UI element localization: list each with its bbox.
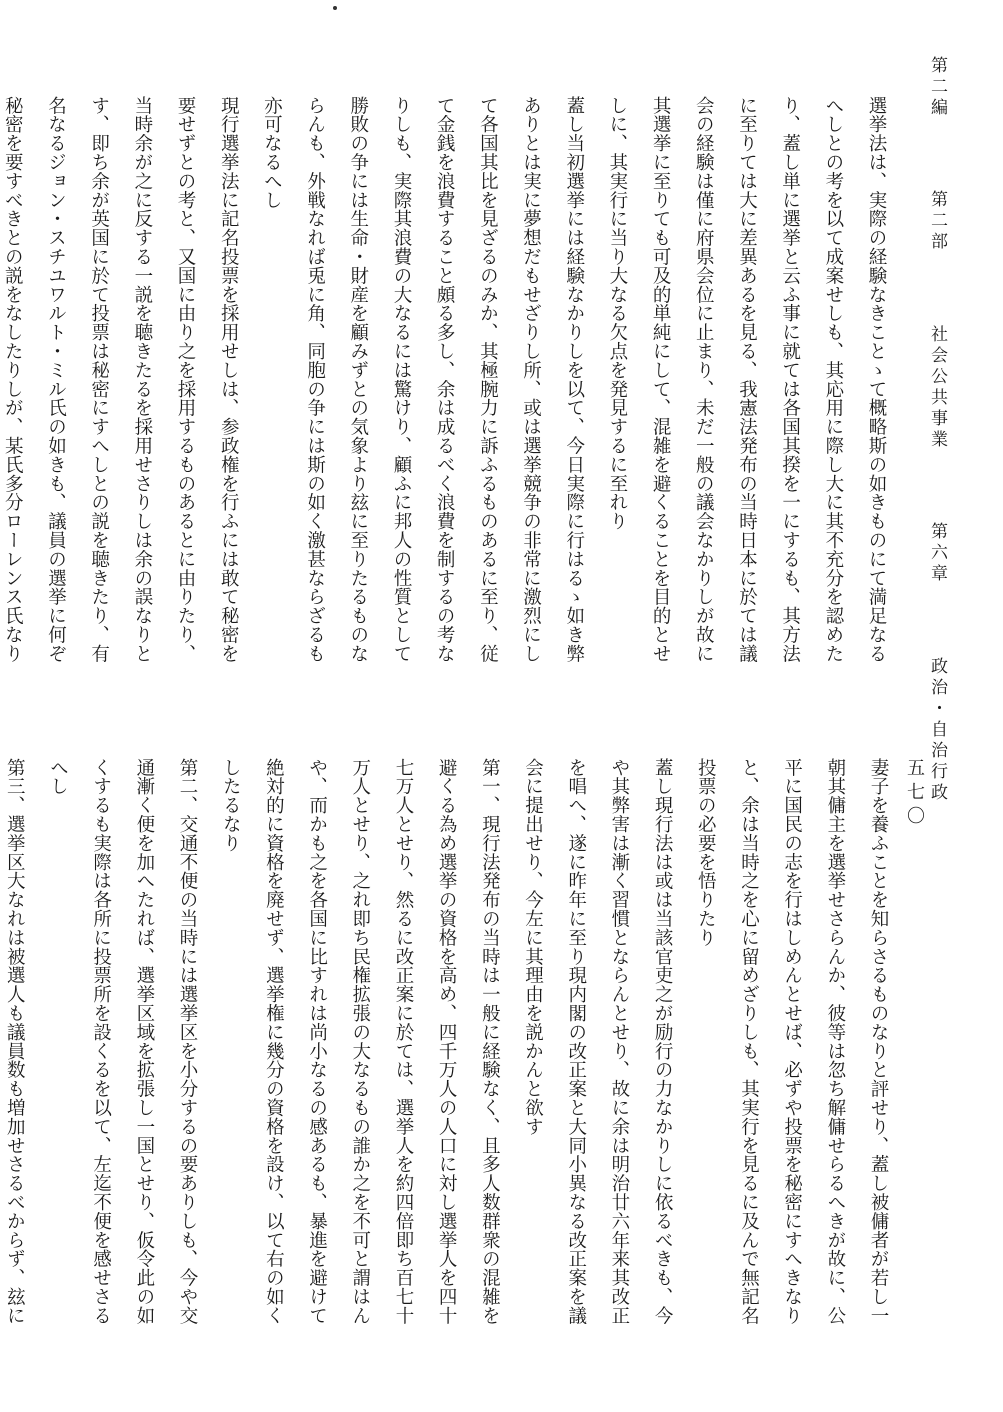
text-line: 妻子を養ふことを知らさるものなりと評せり、蓋し被傭者が若し一 bbox=[868, 758, 889, 1325]
text-line: 秘密を要すべきとの説をなしたりしが、某氏多分ローレンス氏なり bbox=[2, 96, 24, 663]
text-line: 朝其傭主を選挙せさらんか、彼等は忽ち解傭せらるへきが故に、公 bbox=[824, 758, 846, 1325]
text-line: 第一、現行法発布の当時は一般に経験なく、且多人数群衆の混雑を bbox=[479, 758, 501, 1325]
text-line: 蓋し現行法は或は当該官吏之が励行の力なかりしに依るべきも、今 bbox=[652, 758, 674, 1325]
text-line: 会の経験は僅に府県会位に止まり、未だ一般の議会なかりしが故に bbox=[693, 96, 715, 663]
text-line: 名なるジョン・スチユワルト・ミル氏の如きも、議員の選挙に何ぞ bbox=[45, 96, 67, 663]
text-line: 万人とせり、之れ即ち民権拡張の大なるもの誰か之を不可と謂はん bbox=[349, 758, 371, 1325]
text-line: 亦可なるへし bbox=[261, 96, 283, 210]
text-line: り、蓋し単に選挙と云ふ事に就ては各国其揆を一にするも、其方法 bbox=[779, 96, 801, 663]
text-line: を唱へ、遂に昨年に至り現内閣の改正案と大同小異なる改正案を議 bbox=[565, 758, 587, 1325]
text-line: 選挙法は、実際の経験なきことゝて概略斯の如きものにて満足なる bbox=[866, 96, 887, 663]
text-line: 勝敗の争には生命・財産を顧みずとの気象より玆に至りたるものな bbox=[347, 96, 369, 663]
text-line: て金銭を浪費すること頗る多し、余は成るべく浪費を制するの考な bbox=[434, 96, 456, 663]
text-line: 蓋し当初選挙には経験なかりしを以て、今日実際に行はるゝ如き弊 bbox=[563, 96, 585, 663]
text-line: 会に提出せり、今左に其理由を説かんと欲す bbox=[522, 758, 544, 1136]
text-line: と、余は当時之を心に留めざりしも、其実行を見るに及んで無記名 bbox=[738, 758, 760, 1325]
lower-text-block bbox=[0, 758, 887, 1358]
text-line: に至りては大に差異あるを見る、我憲法発布の当時日本に於ては議 bbox=[736, 96, 758, 663]
header-bu-title: 社会公共事業 bbox=[927, 324, 947, 451]
page-number: 五七〇 bbox=[904, 758, 925, 830]
text-line: 其選挙に至りても可及的単純にして、混雑を避くることを目的とせ bbox=[650, 96, 672, 663]
text-line: す、即ち余が英国に於て投票は秘密にすへしとの説を聴きたり、有 bbox=[88, 96, 110, 663]
text-line: くするも実際は各所に投票所を設くるを以て、左迄不便を感せさる bbox=[90, 758, 112, 1325]
print-speck bbox=[333, 6, 337, 10]
text-line: 要せずとの考と、又国に由り之を採用するものあるとに由りたり、 bbox=[175, 96, 196, 663]
text-line: 当時余が之に反する一説を聴きたるを採用せさりしは余の誤なりと bbox=[131, 96, 153, 663]
text-line: へし bbox=[47, 758, 69, 796]
text-line: ありとは実に夢想だもせざりし所、或は選挙競争の非常に激烈にし bbox=[520, 96, 542, 663]
text-line: へしとの考を以て成案せしも、其応用に際し大に其不充分を認めた bbox=[822, 96, 844, 663]
text-line: したるなり bbox=[220, 758, 242, 853]
text-line: らんも、外戦なれば兎に角、同胞の争には斯の如く激甚ならざるも bbox=[304, 96, 326, 663]
header-bu: 第二部 bbox=[927, 190, 947, 254]
text-line: 現行選挙法に記名投票を採用せしは、参政権を行ふには敢て秘密を bbox=[218, 96, 240, 663]
text-line: しに、其実行に当り大なる欠点を発見するに至れり bbox=[606, 96, 628, 531]
text-line: や其弊害は漸く習慣とならんとせり、故に余は明治廿六年来其改正 bbox=[608, 758, 630, 1325]
text-line: りしも、実際其浪費の大なるには驚けり、顧ふに邦人の性質として bbox=[390, 96, 412, 663]
header-sho: 第六章 bbox=[927, 522, 947, 586]
text-line: 投票の必要を悟りたり bbox=[695, 758, 717, 947]
text-line: 第三、選挙区大なれは被選人も議員数も増加せさるべからず、玆に bbox=[4, 758, 26, 1325]
text-line: て各国其比を見ざるのみか、其極腕力に訴ふるものあるに至り、従 bbox=[477, 96, 499, 663]
text-line: 第二、交通不便の当時には選挙区を小分するの要ありしも、今や交 bbox=[177, 758, 198, 1325]
text-line: 絶対的に資格を廃せず、選挙権に幾分の資格を設け、以て右の如く bbox=[263, 758, 285, 1325]
text-line: 避くる為め選挙の資格を高め、四千万人の人口に対し選挙人を四十 bbox=[436, 758, 458, 1325]
header-hen: 第二編 bbox=[927, 56, 947, 119]
running-header bbox=[928, 56, 945, 824]
text-line: 平に国民の志を行はしめんとせば、必ずや投票を秘密にすへきなり bbox=[781, 758, 803, 1325]
text-line: 七万人とせり、然るに改正案に於ては、選挙人を約四倍即ち百七十 bbox=[392, 758, 414, 1325]
text-line: や、而かも之を各国に比すれは尚小なるの感あるも、暴進を避けて bbox=[306, 758, 328, 1325]
text-line: 通漸く便を加へたれば、選挙区域を拡張し一国とせり、仮令此の如 bbox=[133, 758, 155, 1325]
upper-text-block bbox=[0, 96, 885, 686]
header-sho-title: 政治・自治行政 bbox=[927, 656, 947, 804]
